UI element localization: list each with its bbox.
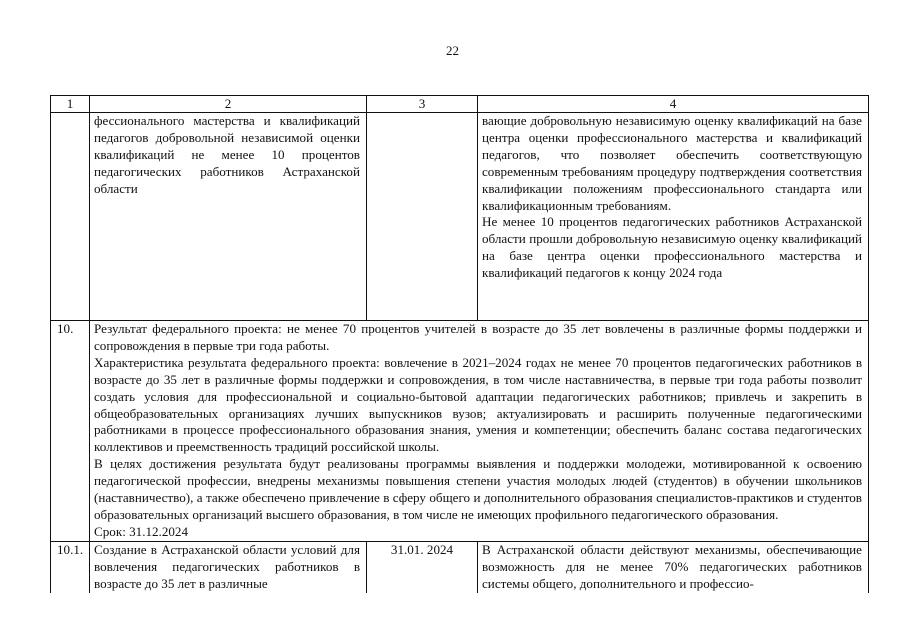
- result-paragraph: Результат федерального проекта: не менее 70 процентов учителей в возрасте до 35 лет вовлечены в различные формы поддержки и сопровождения в первые три года работы.: [94, 321, 862, 353]
- result-characteristic-paragraph: Характеристика результата федерального проекта: вовлечение в 2021–2024 годах не менее 70 процентов педагогических работников в возрасте до 35 лет в различные формы поддержки и сопровождения, в том числе наставничества, в первые три года работы позволит создать условия для профессиональной и социально-бытовой адаптации педагогических работников; привлечь и закрепить в общеобразовательных организациях лучших выпускников вузов; актуализировать и расширить полученные педагогическими работниками в процессе профессионального образования знания, умения и компетенции; обеспечить баланс состава педагогических коллективов и преемственность традиций российской школы.: [94, 354, 862, 455]
- result-cell: [478, 113, 869, 321]
- row-number-cell: 10.: [51, 321, 90, 542]
- column-header-1: 1: [51, 96, 90, 113]
- result-paragraph: Не менее 10 процентов педагогических работников Астраханской области прошли добровольную независимую оценку квалификаций на базе центра оценки профессионального мастерства и квалификаций педагогов к концу 2024 года: [482, 214, 862, 281]
- result-paragraph: вающие добровольную независимую оценку квалификаций на базе центра оценки профессионального мастерства и квалификаций педагогов, что позволяет обеспечить соответствующую современным требованиям процедуру подтверждения соответствия квалификации положениям профессионального стандарта или квалификационным требованиям.: [482, 113, 862, 213]
- result-deadline: Срок: 31.12.2024: [94, 523, 189, 539]
- activity-cell: Создание в Астраханской области условий для вовлечения педагогических работников в возрасте до 35 лет в различные: [90, 541, 367, 592]
- document-table: [50, 95, 869, 593]
- result-cell: В Астраханской области действуют механизмы, обеспечивающие возможность для не менее 70% педагогических работников системы общего, дополнительного и профессио-: [478, 541, 869, 592]
- deadline-cell: [367, 113, 478, 321]
- row-number-cell: [51, 113, 90, 321]
- deadline-cell: 31.01. 2024: [367, 541, 478, 592]
- activity-cell: фессионального мастерства и квалификаций педагогов добровольной независимой оценки квалификаций не менее 10 процентов педагогических работников Астраханской области: [90, 113, 367, 321]
- table-row: [51, 541, 869, 592]
- table-row: [51, 113, 869, 321]
- column-header-2: 2: [90, 96, 367, 113]
- page-number: 22: [446, 43, 459, 58]
- table-row: [51, 321, 869, 542]
- result-measures-paragraph: В целях достижения результата будут реализованы программы выявления и поддержки молодежи, мотивированной к освоению педагогической профессии, внедрены механизмы повышения степени участия молодых людей (студентов) в обучении школьников (наставничество), а также обеспечено привлечение в сферу общего и дополнительного образования специалистов-практиков и студентов образовательных организаций высшего образования, в том числе не имеющих профильного педагогического образования.: [94, 456, 862, 522]
- table-header-row: [51, 96, 869, 113]
- row-number-cell: 10.1.: [51, 541, 90, 592]
- column-header-4: 4: [478, 96, 869, 113]
- federal-project-result-cell: [90, 321, 869, 542]
- column-header-3: 3: [367, 96, 478, 113]
- scan-artifact: [30, 630, 590, 634]
